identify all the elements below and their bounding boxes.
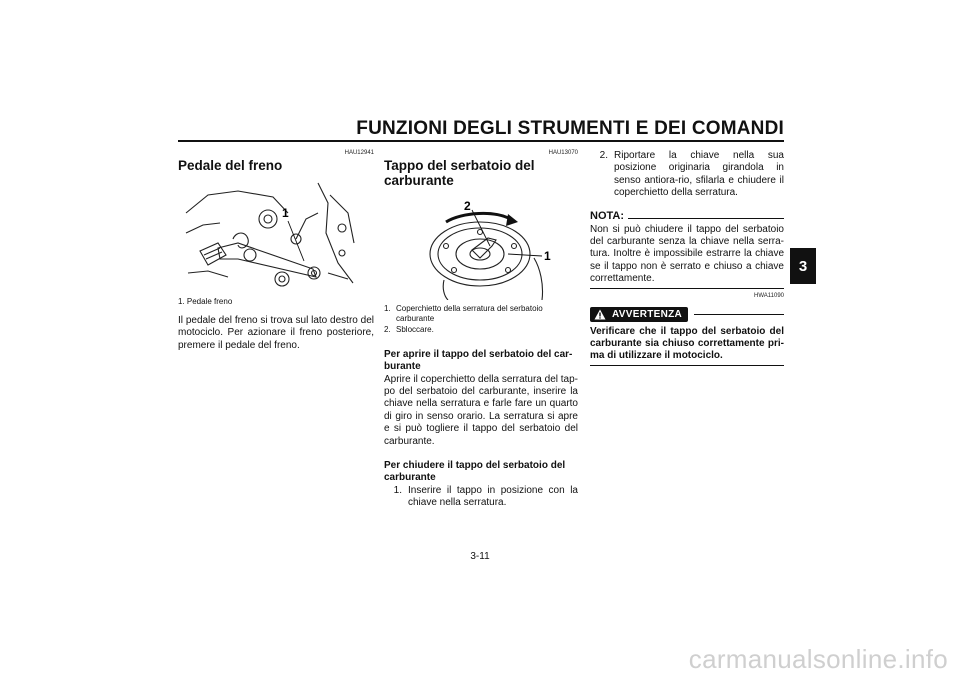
warning-body: Verificare che il tappo del serbatoio del carburante sia chiuso correttamente pri-ma di utilizzare il motociclo. bbox=[590, 325, 784, 362]
note-body: Non si può chiudere il tappo del serbatoio del carburante senza la chiave nella serra-tura. Inoltre è impossibile estrarre la chiave se il tappo non è serrato e chiuso a chiave correttamente. bbox=[590, 223, 784, 285]
figure-callout-1: 1 bbox=[282, 206, 289, 220]
header-rule bbox=[178, 140, 784, 142]
section-title-fuel-cap bbox=[384, 158, 578, 188]
figure-caption: 1. Pedale freno bbox=[178, 297, 233, 306]
close-step-2: 2. Riportare la chiave nella sua posizione originaria girandola in senso antiora-rio, sfilarla e chiudere il coperchietto della serratura. bbox=[599, 150, 784, 199]
brake-pedal-figure bbox=[178, 173, 374, 293]
column-brake-pedal bbox=[178, 150, 374, 352]
section-title-line1: Tappo del serbatoio del bbox=[384, 158, 535, 173]
brake-pedal-description: Il pedale del freno si trova sul lato destro del motociclo. Per azionare il freno posteriore, premere il pedale del freno. bbox=[178, 315, 374, 351]
close-step-1: 1. Inserire il tappo in posizione con la chiave nella serratura. bbox=[393, 484, 578, 509]
open-instructions: Aprire il coperchietto della serratura del tap-po del serbatoio del carburante, inserire la chiave nella serratura e farle fare un quarto di giro in senso orario. La serratura si apre e si può togliere il tappo del serbatoio del carburante. bbox=[384, 373, 578, 447]
caption-item: 2. Sbloccare. bbox=[384, 325, 434, 335]
page-header-title: FUNZIONI DEGLI STRUMENTI E DEI COMANDI bbox=[356, 118, 784, 139]
section-code: HAU13070 bbox=[548, 150, 578, 156]
warning-label: AVVERTENZA bbox=[612, 308, 683, 320]
section-title-line2: carburante bbox=[384, 173, 454, 188]
warning-end-rule bbox=[590, 365, 784, 366]
fuel-cap-figure bbox=[384, 188, 578, 300]
note-rule bbox=[628, 218, 784, 219]
figure-callout-2: 2 bbox=[464, 199, 471, 213]
column-fuel-cap-continued bbox=[590, 150, 784, 366]
page-number: 3-11 bbox=[470, 551, 490, 562]
warning-code: HWA11090 bbox=[753, 292, 784, 299]
chapter-tab: 3 bbox=[790, 248, 816, 284]
close-heading: Per chiudere il tappo del serbatoio del carburante bbox=[384, 460, 566, 484]
note-end-rule bbox=[590, 288, 784, 289]
warning-triangle-icon bbox=[594, 309, 606, 320]
note-header bbox=[590, 210, 784, 222]
caption-item: 1. Coperchietto della serratura del serbatoio carburante bbox=[384, 304, 543, 323]
warning-header bbox=[590, 307, 784, 322]
section-title-brake-pedal: Pedale del freno bbox=[178, 158, 283, 173]
section-code: HAU12941 bbox=[344, 150, 374, 156]
note-label: NOTA: bbox=[590, 209, 625, 222]
figure-callout-1: 1 bbox=[544, 249, 551, 263]
figure-caption-list bbox=[384, 304, 578, 335]
warning-rule bbox=[694, 314, 784, 315]
warning-badge bbox=[590, 307, 688, 322]
open-heading: Per aprire il tappo del serbatoio del car-burante bbox=[384, 348, 573, 373]
column-fuel-cap bbox=[384, 150, 578, 510]
watermark: carmanualsonline.info bbox=[688, 644, 948, 674]
